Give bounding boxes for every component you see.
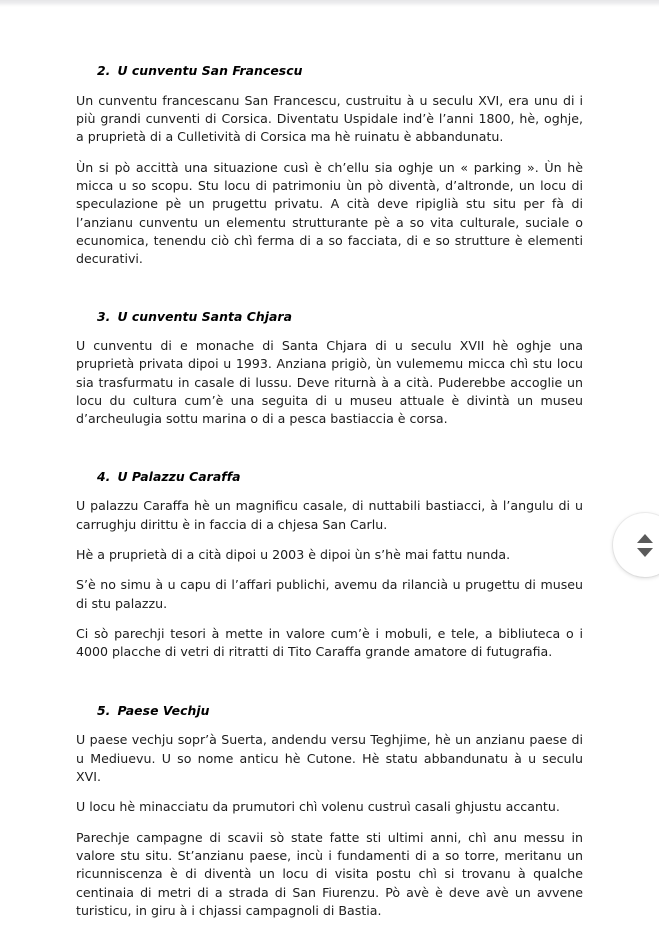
section-4-title: U Palazzu Caraffa: [117, 468, 241, 484]
section-2-title: U cunventu San Francescu: [117, 63, 303, 78]
section-3: [76, 309, 583, 429]
section-5-heading: [97, 703, 583, 719]
scroll-up-icon[interactable]: [637, 534, 653, 543]
section-3-paragraph-1: U cunventu di e monache di Santa Chjara di u seculu XVII hè oghje una pruprietà privata dipoi u 1993. Anziana prigiò, ùn vulememu micca chì stu locu sia trasfurmatu in casale di lussu. Deve riturnà à a cità. Puderebbe accoglie un locu du cultura cum’è una seguita di u museu attuale è divintà un museu d’archeulugia sottu marina o di a pesca bastiaccia è corsa.: [76, 338, 583, 427]
section-5-paragraph-1: U paese vechju sopr’à Suerta, andendu versu Teghjime, hè un anzianu paese di u Mediuevu. U so nome anticu hè Cutone. Hè statu abbandunatu à u seculu XVI.: [76, 732, 583, 784]
scroll-down-icon[interactable]: [637, 548, 653, 557]
spacer: [76, 817, 583, 829]
spacer: [76, 718, 583, 731]
spacer: [76, 662, 583, 703]
spacer: [76, 269, 583, 309]
section-5-title: Paese Vechju: [117, 702, 210, 718]
spacer: [76, 534, 583, 546]
section-4-paragraph-1: U palazzu Caraffa hè un magnificu casale, di nuttabili bastiacci, à l’angulu di u carrughju dirittu è in faccia di a chjesa San Carlu.: [76, 498, 583, 532]
spacer: [76, 324, 583, 337]
spacer: [76, 484, 583, 497]
section-2-paragraph-1: Un cunventu francescanu San Francescu, custruitu à u seculu XVI, era unu di i più grandi cunventi di Corsica. Diventatu Uspidale ind’è l’anni 1800, hè, oghje, a pruprietà di a Culletività di Corsica ma hè ruinatu è abbandunatu.: [76, 92, 583, 145]
section-4-number: 4.: [97, 468, 111, 484]
document-body: [76, 63, 583, 920]
section-4: [76, 469, 583, 662]
spacer: [76, 613, 583, 625]
section-3-title: U cunventu Santa Chjara: [117, 308, 293, 324]
section-3-heading: [97, 309, 583, 325]
section-5: [76, 703, 583, 921]
spacer: [76, 147, 583, 159]
section-4-paragraph-3: S’è no simu à u capu di l’affari publichi, avemu da rilancià u prugettu di museu di stu palazzu.: [76, 577, 583, 611]
section-5-number: 5.: [97, 702, 111, 718]
section-3-number: 3.: [97, 308, 111, 324]
spacer: [76, 564, 583, 576]
section-5-paragraph-2: U locu hè minacciatu da prumutori chì volenu custruì casali ghjustu accantu.: [76, 799, 560, 815]
section-4-paragraph-2: Hè a pruprietà di a cità dipoi u 2003 è dipoi ùn s’hè mai fattu nunda.: [76, 547, 511, 562]
page-top-edge-shade: [0, 0, 659, 7]
section-5-paragraph-3: Parechje campagne di scavii sò state fatte sti ultimi anni, chì anu messu in valore stu situ. St’anzianu paese, incù i fundamenti di a so torre, meritanu un ricunniscenza è di diventà un locu di visita postu chì si trovanu à qualche centinaia di metri di a strada di San Fiurenzu. Pò avè è deve avè un avvene turisticu, in giru à i chjassi campagnoli di Bastia.: [76, 829, 583, 918]
section-2-paragraph-2: Ùn si pò accittà una situazione cusì è ch’ellu sia oghje un « parking ». Ùn hè micca u so scopu. Stu locu di patrimoniu ùn pò diventà, d’altronde, un locu di speculazione pè un prugettu privatu. A cità deve ripiglià stu situ per fà di l’anzianu cunventu un elementu strutturante pè a so vita culturale, suciale o ecunomica, tenendu ciò chì ferma di a so facciata, di e so strutture è elementi decurativi.: [76, 159, 583, 267]
section-2-number: 2.: [97, 63, 111, 78]
spacer: [76, 429, 583, 469]
spacer: [76, 786, 583, 798]
spacer: [76, 79, 583, 92]
section-2-heading: [97, 63, 583, 79]
scroll-control[interactable]: [613, 513, 659, 577]
section-2: [76, 63, 583, 269]
section-4-heading: [97, 469, 583, 485]
section-4-paragraph-4: Ci sò parechji tesori à mette in valore cum’è i mobuli, e tele, a bibliuteca o i 4000 placche di vetri di ritratti di Tito Caraffa grande amatore di futugrafia.: [76, 626, 583, 660]
